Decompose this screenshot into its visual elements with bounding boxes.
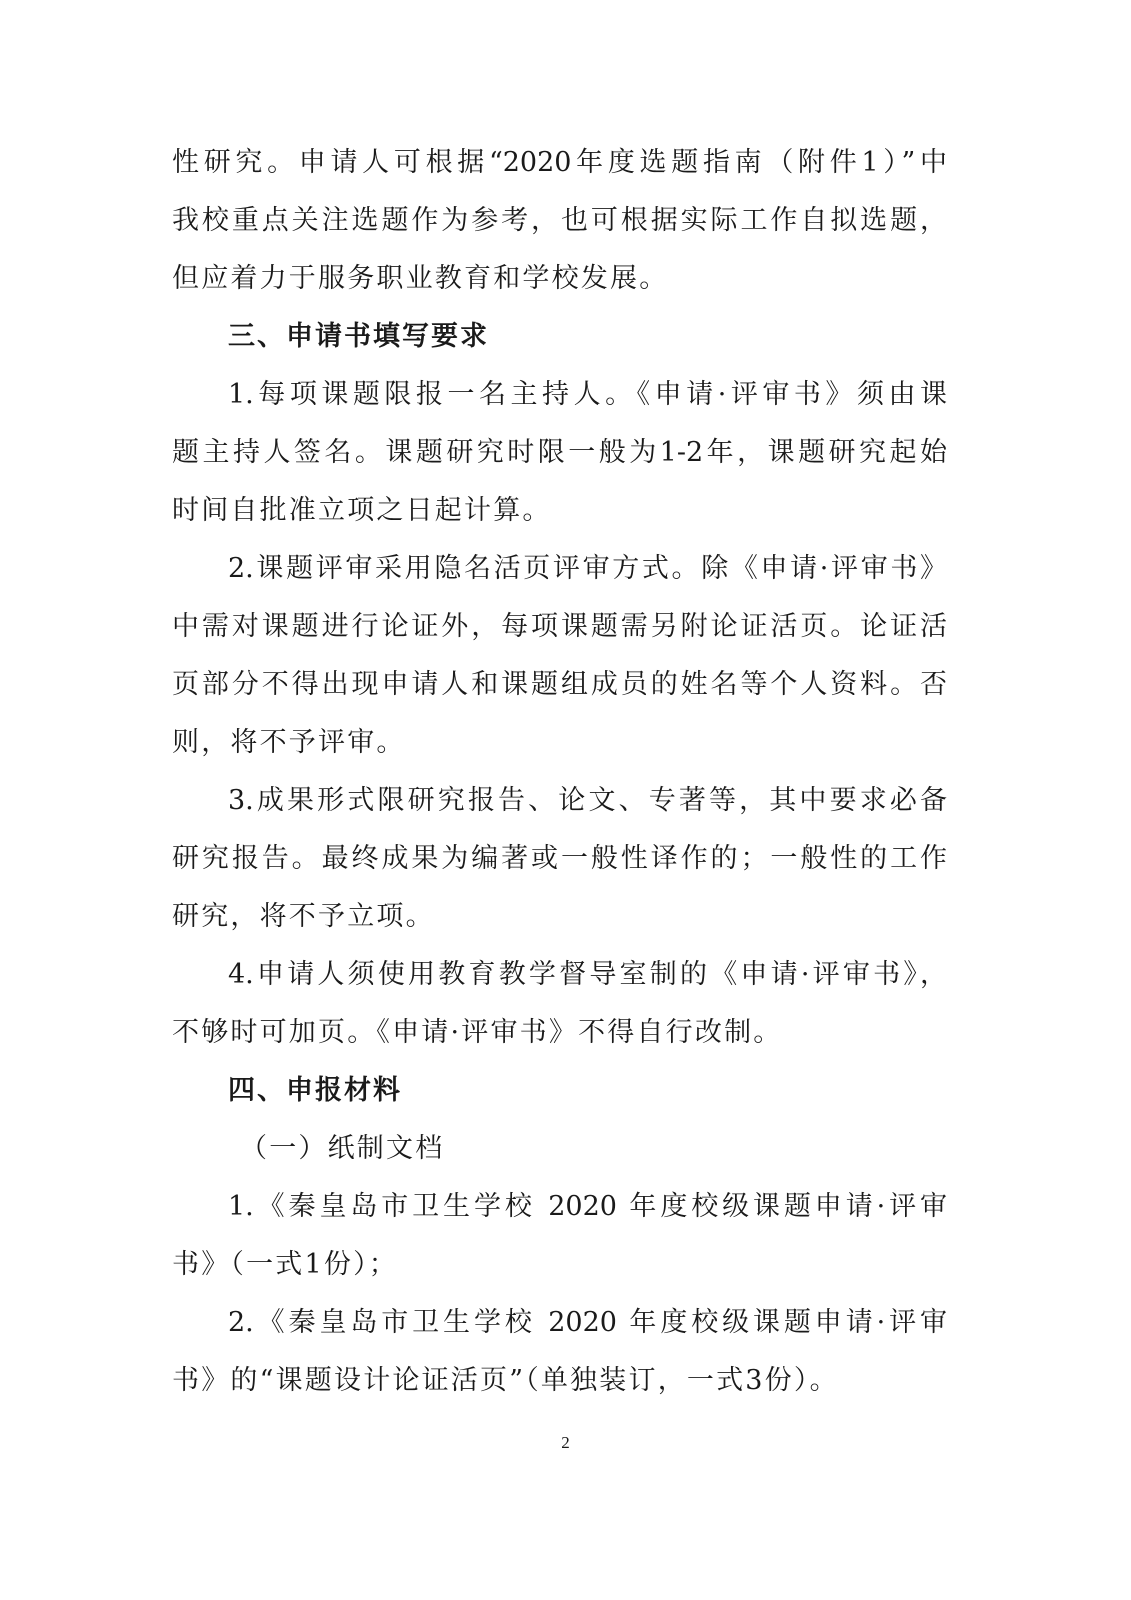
paragraph-line: 1.《秦皇岛市卫生学校 2020 年度校级课题申请·评审 xyxy=(228,1191,947,1222)
paragraph-line: 则，将不予评审。 xyxy=(172,727,406,758)
paragraph-line: 不够时可加页。《申请·评审书》不得自行改制。 xyxy=(172,1017,783,1048)
paragraph-line: 中需对课题进行论证外，每项课题需另附论证活页。论证活 xyxy=(172,611,947,642)
paragraph-line: 研究，将不予立项。 xyxy=(172,901,435,932)
paragraph-line: 但应着力于服务职业教育和学校发展。 xyxy=(172,263,669,294)
paragraph-line: 书》的“课题设计论证活页”（单独装订，一式3份）。 xyxy=(172,1365,839,1396)
paragraph-line: 时间自批准立项之日起计算。 xyxy=(172,495,552,526)
paragraph-line: 4.申请人须使用教育教学督导室制的《申请·评审书》， xyxy=(228,959,947,990)
paragraph-line: 性研究。申请人可根据“2020年度选题指南（附件1）”中 xyxy=(172,147,947,178)
paragraph-line: 题主持人签名。课题研究时限一般为1-2年，课题研究起始 xyxy=(172,437,947,468)
section-heading: 四、申报材料 xyxy=(228,1075,402,1106)
paragraph-line: 页部分不得出现申请人和课题组成员的姓名等个人资料。否 xyxy=(172,669,947,700)
paragraph-line: 书》（一式1份）； xyxy=(172,1249,398,1280)
paragraph-line: 研究报告。最终成果为编著或一般性译作的；一般性的工作 xyxy=(172,843,947,874)
subsection-heading: （一）纸制文档 xyxy=(240,1133,445,1164)
paragraph-line: 2.《秦皇岛市卫生学校 2020 年度校级课题申请·评审 xyxy=(228,1307,947,1338)
section-heading: 三、申请书填写要求 xyxy=(228,321,489,352)
page-number: 2 xyxy=(561,1433,570,1452)
paragraph-line: 3.成果形式限研究报告、论文、专著等，其中要求必备 xyxy=(228,785,947,816)
paragraph-line: 1.每项课题限报一名主持人。《申请·评审书》须由课 xyxy=(228,379,947,410)
paragraph-line: 我校重点关注选题作为参考，也可根据实际工作自拟选题， xyxy=(172,205,947,236)
paragraph-line: 2.课题评审采用隐名活页评审方式。除《申请·评审书》 xyxy=(228,553,947,584)
